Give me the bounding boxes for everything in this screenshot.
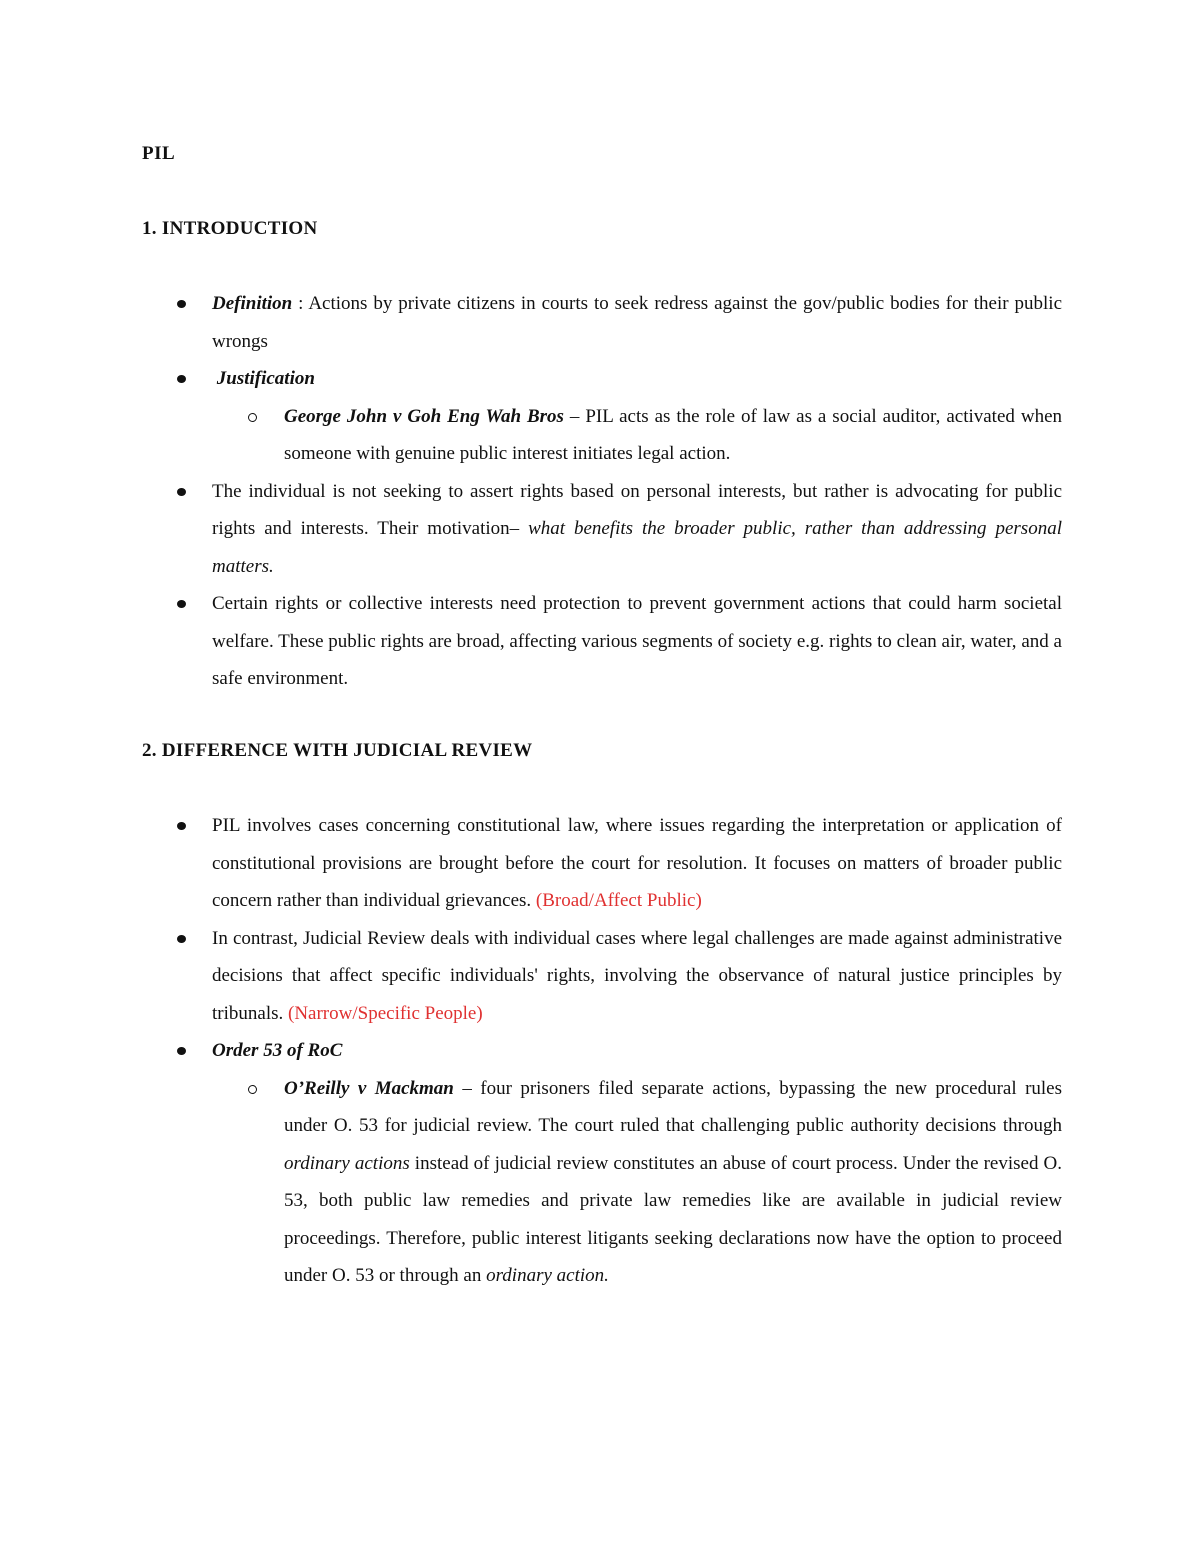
list-item-judicial-review	[142, 920, 1062, 1033]
list-item-pil-constitutional	[142, 807, 1062, 920]
bullet-icon	[177, 300, 186, 308]
difference-list	[142, 807, 1062, 1295]
narrow-note: (Narrow/Specific People)	[288, 1002, 483, 1024]
list-item-case-george-john	[213, 398, 1062, 473]
circle-bullet-icon	[248, 1085, 257, 1094]
list-item-case-oreilly	[213, 1070, 1062, 1295]
introduction-list	[142, 285, 1062, 698]
bullet-icon	[177, 935, 186, 943]
list-item-individual-motivation	[142, 473, 1062, 586]
case-text-a: – four prisoners filed separate actions, bypassing the new procedural rules under O. 53 for judicial review. The court ruled that challenging public authority decisions through	[284, 1077, 1063, 1136]
case-italic-a: ordinary actions	[284, 1152, 410, 1174]
bullet-icon	[177, 600, 186, 608]
list-item-definition	[142, 285, 1062, 360]
case-name: George John v Goh Eng Wah Bros	[284, 405, 564, 427]
bullet-icon	[177, 488, 186, 496]
case-text: – PIL acts as the role of law as a social auditor, activated when someone with genuine public interest initiates legal action.	[284, 405, 1062, 464]
case-text-b: instead of judicial review constitutes an abuse of court process. Under the revised O. 53, both public law remedies and private law remedies like are available in judicial review proceedings. Therefore, public interest litigants seeking declarations now have the option to proceed under O. 53 or through an	[284, 1152, 1062, 1286]
case-name: O’Reilly v Mackman	[284, 1077, 454, 1099]
case-italic-b: ordinary action.	[486, 1265, 609, 1286]
bullet-icon	[177, 1047, 186, 1055]
public-rights-text: Certain rights or collective interests need protection to prevent government actions that could harm societal welfare. These public rights are broad, affecting various segments of society e.g. rights to clean air, water, and a safe environment.	[212, 593, 1062, 689]
bullet-icon	[177, 822, 186, 830]
pil-text: PIL involves cases concerning constitutional law, where issues regarding the interpretation or application of constitutional provisions are brought before the court for resolution. It focuses on matters of broader public concern rather than individual grievances.	[212, 815, 1062, 911]
justification-sublist-container	[142, 398, 1062, 473]
motivation-text: The individual is not seeking to assert rights based on personal interests, but rather is advocating for public rights and interests. Their motivation–	[212, 480, 1062, 539]
justification-sublist	[213, 398, 1062, 473]
bullet-icon	[177, 375, 186, 383]
section-heading-difference: 2. DIFFERENCE WITH JUDICIAL REVIEW	[142, 740, 533, 761]
order-sublist-container	[142, 1070, 1062, 1295]
definition-text: : Actions by private citizens in courts to seek redress against the gov/public bodies for their public wrongs	[212, 293, 1062, 352]
circle-bullet-icon	[248, 413, 257, 422]
list-item-order-53	[142, 1032, 1062, 1070]
list-item-justification	[142, 360, 1062, 398]
order-sublist	[213, 1070, 1062, 1295]
section-heading-introduction: 1. INTRODUCTION	[142, 218, 318, 239]
judicial-review-text: In contrast, Judicial Review deals with individual cases where legal challenges are made against administrative decisions that affect specific individuals' rights, involving the observance of natural justice principles by tribunals.	[212, 927, 1062, 1024]
broad-note: (Broad/Affect Public)	[535, 890, 702, 911]
motivation-italic: what benefits the broader public, rather than addressing personal matters.	[212, 518, 1062, 577]
definition-term: Definition	[212, 293, 293, 314]
justification-term: Justification	[216, 368, 315, 389]
order-term: Order 53 of RoC	[212, 1040, 343, 1061]
document-title: PIL	[142, 143, 176, 164]
list-item-public-rights	[142, 585, 1062, 698]
